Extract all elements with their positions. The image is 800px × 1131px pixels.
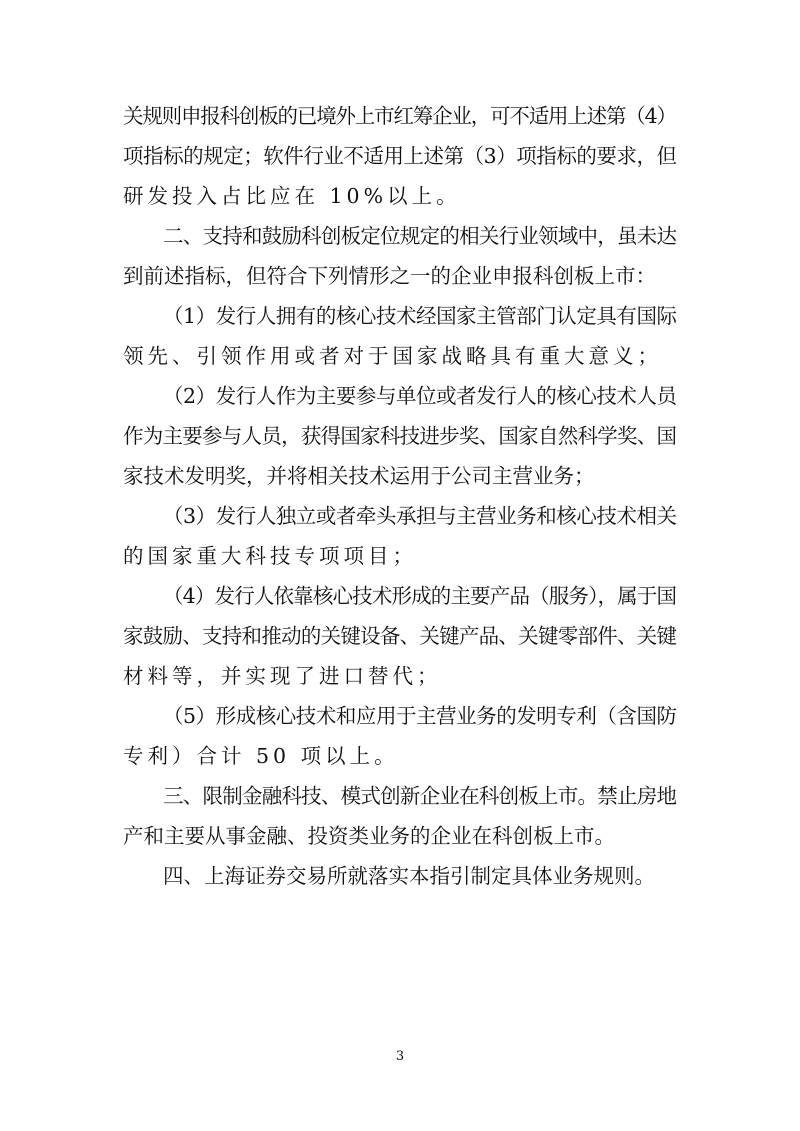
text-line — [163, 383, 677, 409]
line-text: （1）发行人拥有的核心技术经国家主管部门认定具有国际 — [163, 304, 677, 328]
line-text: 项指标的规定；软件行业不适用上述第（3）项指标的要求，但 — [123, 144, 677, 168]
line-text: 材料等，并实现了进口替代； — [123, 664, 442, 688]
line-text: 到前述指标，但符合下列情形之一的企业申报科创板上市： — [123, 264, 656, 288]
text-line — [163, 783, 677, 809]
text-line — [123, 463, 677, 489]
line-text: 领先、引领作用或者对于国家战略具有重大意义； — [123, 344, 662, 368]
line-text: 专利）合计 50 项以上。 — [123, 744, 399, 768]
text-line — [163, 303, 677, 329]
text-line — [123, 623, 677, 649]
line-text: 作为主要参与人员，获得国家科技进步奖、国家自然科学奖、国 — [123, 424, 677, 448]
line-text: （3）发行人独立或者牵头承担与主营业务和核心技术相关 — [163, 504, 677, 528]
text-line — [163, 863, 677, 889]
line-text: 四、上海证券交易所就落实本指引制定具体业务规则。 — [163, 864, 655, 888]
line-text: 关规则申报科创板的已境外上市红筹企业，可不适用上述第（4） — [123, 104, 676, 128]
text-line — [123, 423, 677, 449]
line-text: 家技术发明奖，并将相关技术运用于公司主营业务； — [123, 464, 595, 488]
line-text: （2）发行人作为主要参与单位或者发行人的核心技术人员 — [163, 384, 677, 408]
text-line — [163, 503, 677, 529]
page-number: 3 — [395, 1049, 405, 1064]
text-line — [123, 663, 677, 689]
line-text: 的国家重大科技专项项目； — [123, 544, 417, 568]
text-line — [163, 703, 677, 729]
line-text: 研发投入占比应在 10%以上。 — [123, 184, 461, 208]
text-line — [163, 583, 677, 609]
text-line — [163, 223, 677, 249]
text-line — [123, 183, 677, 209]
text-line — [123, 263, 677, 289]
text-line — [123, 543, 677, 569]
text-line — [123, 743, 677, 769]
line-text: 三、限制金融科技、模式创新企业在科创板上市。禁止房地 — [163, 784, 677, 808]
line-text: 二、支持和鼓励科创板定位规定的相关行业领域中，虽未达 — [163, 224, 677, 248]
text-line — [123, 143, 677, 169]
line-text: 家鼓励、支持和推动的关键设备、关键产品、关键零部件、关键 — [123, 624, 677, 648]
text-line — [123, 343, 677, 369]
line-text: （4）发行人依靠核心技术形成的主要产品（服务），属于国 — [163, 584, 677, 608]
line-text: 产和主要从事金融、投资类业务的企业在科创板上市。 — [123, 824, 615, 848]
line-text: （5）形成核心技术和应用于主营业务的发明专利（含国防 — [163, 704, 677, 728]
text-line — [123, 103, 677, 129]
text-line — [123, 823, 677, 849]
